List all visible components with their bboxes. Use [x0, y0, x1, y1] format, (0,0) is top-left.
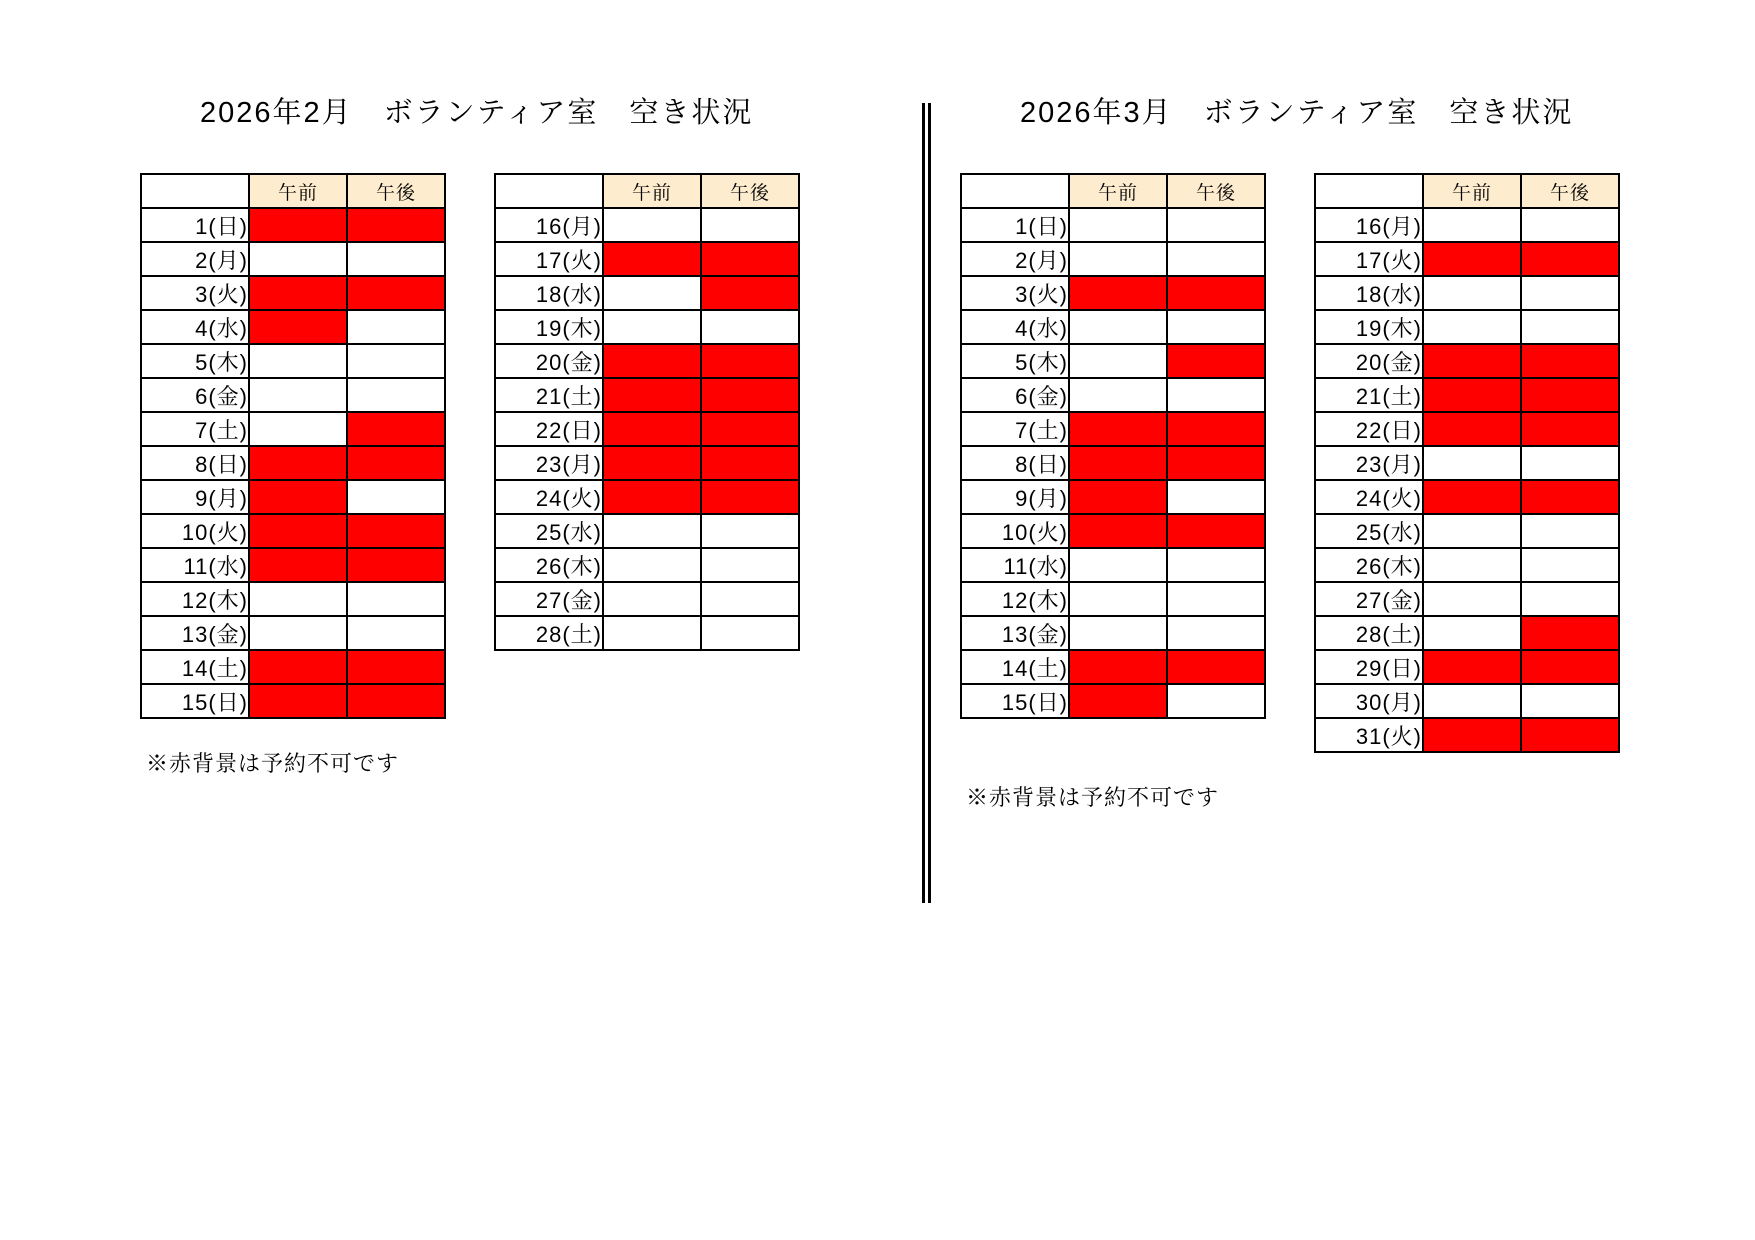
slot-pm-available[interactable]	[1167, 208, 1265, 242]
slot-pm-available[interactable]	[1521, 684, 1619, 718]
slot-am-unavailable[interactable]	[603, 480, 701, 514]
calendar-body-mar-2	[1315, 208, 1619, 752]
table-row	[141, 616, 445, 650]
day-label: 8(日)	[141, 446, 249, 480]
slot-pm-unavailable[interactable]	[701, 344, 799, 378]
day-label: 24(火)	[495, 480, 603, 514]
slot-am-available[interactable]	[1069, 310, 1167, 344]
table-row	[495, 446, 799, 480]
slot-pm-unavailable[interactable]	[701, 378, 799, 412]
slot-am-available[interactable]	[1069, 242, 1167, 276]
table-row	[1315, 378, 1619, 412]
slot-pm-unavailable[interactable]	[347, 446, 445, 480]
slot-pm-available[interactable]	[701, 310, 799, 344]
slot-am-available[interactable]	[603, 582, 701, 616]
slot-am-available[interactable]	[249, 378, 347, 412]
day-label: 10(火)	[961, 514, 1069, 548]
slot-pm-unavailable[interactable]	[347, 514, 445, 548]
slot-am-unavailable[interactable]	[1423, 378, 1521, 412]
calendar-body-feb-1	[141, 208, 445, 718]
slot-pm-unavailable[interactable]	[347, 208, 445, 242]
day-label: 5(木)	[961, 344, 1069, 378]
table-row	[961, 582, 1265, 616]
column-header-am: 午前	[249, 174, 347, 208]
table-row	[1315, 650, 1619, 684]
calendar-body-mar-1	[961, 208, 1265, 718]
day-label: 15(日)	[141, 684, 249, 718]
slot-am-unavailable[interactable]	[1069, 650, 1167, 684]
day-label: 2(月)	[141, 242, 249, 276]
slot-am-unavailable[interactable]	[603, 344, 701, 378]
table-header-row	[961, 174, 1265, 208]
table-row	[961, 514, 1265, 548]
calendar-tables-march	[960, 173, 1620, 753]
table-row	[1315, 548, 1619, 582]
calendar-table-mar-second-half	[1314, 173, 1620, 753]
day-label: 28(土)	[1315, 616, 1423, 650]
calendar-table-feb-first-half	[140, 173, 446, 719]
table-row	[141, 310, 445, 344]
table-row	[1315, 310, 1619, 344]
day-label: 15(日)	[961, 684, 1069, 718]
slot-am-unavailable[interactable]	[1069, 412, 1167, 446]
day-label: 13(金)	[961, 616, 1069, 650]
day-label: 31(火)	[1315, 718, 1423, 752]
day-label: 1(日)	[961, 208, 1069, 242]
day-label: 7(土)	[141, 412, 249, 446]
slot-am-available[interactable]	[1069, 582, 1167, 616]
slot-am-available[interactable]	[1423, 310, 1521, 344]
day-label: 26(木)	[1315, 548, 1423, 582]
slot-pm-unavailable[interactable]	[347, 276, 445, 310]
slot-pm-available[interactable]	[347, 344, 445, 378]
slot-am-unavailable[interactable]	[249, 514, 347, 548]
slot-pm-unavailable[interactable]	[347, 684, 445, 718]
day-label: 16(月)	[495, 208, 603, 242]
table-row	[1315, 242, 1619, 276]
table-row	[1315, 208, 1619, 242]
table-row	[961, 310, 1265, 344]
day-label: 21(土)	[1315, 378, 1423, 412]
slot-am-unavailable[interactable]	[1069, 684, 1167, 718]
page-title-february: 2026年2月 ボランティア室 空き状況	[200, 97, 754, 129]
column-header-pm: 午後	[701, 174, 799, 208]
table-row	[961, 378, 1265, 412]
table-row	[141, 412, 445, 446]
day-label: 3(火)	[141, 276, 249, 310]
slot-am-unavailable[interactable]	[1423, 650, 1521, 684]
table-row	[141, 514, 445, 548]
slot-am-unavailable[interactable]	[249, 480, 347, 514]
day-label: 12(木)	[141, 582, 249, 616]
slot-pm-unavailable[interactable]	[701, 480, 799, 514]
legend-note-february: ※赤背景は予約不可です	[146, 751, 400, 776]
day-label: 12(木)	[961, 582, 1069, 616]
slot-pm-unavailable[interactable]	[1521, 344, 1619, 378]
table-row	[961, 412, 1265, 446]
table-row	[495, 378, 799, 412]
day-label: 23(月)	[1315, 446, 1423, 480]
day-label: 20(金)	[495, 344, 603, 378]
table-header-row	[141, 174, 445, 208]
table-row	[141, 548, 445, 582]
table-row	[141, 242, 445, 276]
slot-pm-unavailable[interactable]	[1167, 446, 1265, 480]
day-label: 14(土)	[961, 650, 1069, 684]
slot-am-available[interactable]	[1069, 616, 1167, 650]
slot-am-unavailable[interactable]	[1069, 446, 1167, 480]
table-corner-cell	[961, 174, 1069, 208]
slot-am-unavailable[interactable]	[1423, 242, 1521, 276]
slot-am-unavailable[interactable]	[249, 276, 347, 310]
slot-pm-available[interactable]	[701, 208, 799, 242]
table-row	[495, 616, 799, 650]
slot-am-available[interactable]	[603, 616, 701, 650]
month-panel-march	[960, 90, 1620, 812]
slot-am-unavailable[interactable]	[1423, 344, 1521, 378]
table-row	[1315, 412, 1619, 446]
slot-pm-unavailable[interactable]	[1521, 480, 1619, 514]
day-label: 4(水)	[961, 310, 1069, 344]
day-label: 5(木)	[141, 344, 249, 378]
table-row	[961, 242, 1265, 276]
day-label: 21(土)	[495, 378, 603, 412]
page-title-march: 2026年3月 ボランティア室 空き状況	[1020, 97, 1574, 129]
slot-am-available[interactable]	[249, 582, 347, 616]
slot-pm-unavailable[interactable]	[1167, 650, 1265, 684]
day-label: 22(日)	[495, 412, 603, 446]
slot-pm-available[interactable]	[1167, 582, 1265, 616]
slot-am-available[interactable]	[1423, 446, 1521, 480]
table-row	[961, 446, 1265, 480]
slot-am-available[interactable]	[1423, 684, 1521, 718]
day-label: 7(土)	[961, 412, 1069, 446]
slot-pm-unavailable[interactable]	[1167, 276, 1265, 310]
day-label: 20(金)	[1315, 344, 1423, 378]
slot-pm-available[interactable]	[1167, 480, 1265, 514]
slot-am-unavailable[interactable]	[249, 446, 347, 480]
slot-pm-available[interactable]	[701, 582, 799, 616]
slot-pm-available[interactable]	[347, 616, 445, 650]
slot-am-available[interactable]	[1423, 616, 1521, 650]
table-row	[141, 684, 445, 718]
slot-am-unavailable[interactable]	[1423, 480, 1521, 514]
day-label: 10(火)	[141, 514, 249, 548]
table-row	[495, 548, 799, 582]
slot-am-available[interactable]	[603, 276, 701, 310]
day-label: 9(月)	[961, 480, 1069, 514]
day-label: 16(月)	[1315, 208, 1423, 242]
slot-pm-available[interactable]	[701, 616, 799, 650]
slot-am-unavailable[interactable]	[603, 378, 701, 412]
day-label: 17(火)	[1315, 242, 1423, 276]
slot-pm-available[interactable]	[1167, 242, 1265, 276]
table-corner-cell	[1315, 174, 1423, 208]
slot-am-unavailable[interactable]	[249, 548, 347, 582]
slot-pm-available[interactable]	[347, 480, 445, 514]
slot-pm-available[interactable]	[701, 548, 799, 582]
page-divider	[922, 103, 931, 903]
calendar-tables-february	[140, 173, 800, 719]
slot-pm-available[interactable]	[1521, 208, 1619, 242]
slot-am-unavailable[interactable]	[249, 310, 347, 344]
slot-am-unavailable[interactable]	[1423, 718, 1521, 752]
slot-pm-unavailable[interactable]	[1521, 412, 1619, 446]
table-row	[495, 208, 799, 242]
table-row	[1315, 582, 1619, 616]
slot-am-available[interactable]	[249, 616, 347, 650]
table-row	[961, 650, 1265, 684]
day-label: 13(金)	[141, 616, 249, 650]
slot-am-unavailable[interactable]	[1069, 480, 1167, 514]
table-row	[1315, 344, 1619, 378]
slot-pm-available[interactable]	[1167, 310, 1265, 344]
slot-pm-unavailable[interactable]	[1521, 378, 1619, 412]
slot-am-unavailable[interactable]	[603, 242, 701, 276]
slot-am-unavailable[interactable]	[603, 446, 701, 480]
slot-pm-unavailable[interactable]	[347, 650, 445, 684]
table-row	[495, 310, 799, 344]
calendar-table-feb-second-half	[494, 173, 800, 651]
day-label: 19(木)	[1315, 310, 1423, 344]
table-row	[495, 242, 799, 276]
table-header-row	[495, 174, 799, 208]
day-label: 22(日)	[1315, 412, 1423, 446]
day-label: 8(日)	[961, 446, 1069, 480]
day-label: 23(月)	[495, 446, 603, 480]
slot-am-available[interactable]	[1423, 514, 1521, 548]
table-row	[961, 480, 1265, 514]
day-label: 6(金)	[141, 378, 249, 412]
slot-pm-unavailable[interactable]	[701, 412, 799, 446]
table-corner-cell	[141, 174, 249, 208]
slot-pm-available[interactable]	[347, 582, 445, 616]
slot-pm-unavailable[interactable]	[1521, 242, 1619, 276]
slot-pm-available[interactable]	[1521, 276, 1619, 310]
day-label: 11(水)	[141, 548, 249, 582]
slot-pm-unavailable[interactable]	[701, 242, 799, 276]
day-label: 26(木)	[495, 548, 603, 582]
day-label: 25(水)	[495, 514, 603, 548]
slot-am-available[interactable]	[249, 344, 347, 378]
slot-pm-available[interactable]	[1521, 310, 1619, 344]
day-label: 28(土)	[495, 616, 603, 650]
slot-pm-unavailable[interactable]	[1521, 718, 1619, 752]
table-row	[141, 378, 445, 412]
slot-am-available[interactable]	[1423, 548, 1521, 582]
table-row	[1315, 480, 1619, 514]
slot-am-unavailable[interactable]	[249, 650, 347, 684]
table-row	[495, 344, 799, 378]
slot-pm-available[interactable]	[1167, 548, 1265, 582]
day-label: 19(木)	[495, 310, 603, 344]
column-header-pm: 午後	[1521, 174, 1619, 208]
slot-pm-unavailable[interactable]	[701, 276, 799, 310]
slot-pm-available[interactable]	[347, 242, 445, 276]
day-label: 6(金)	[961, 378, 1069, 412]
slot-am-available[interactable]	[603, 310, 701, 344]
day-label: 1(日)	[141, 208, 249, 242]
slot-pm-available[interactable]	[1521, 548, 1619, 582]
table-row	[495, 582, 799, 616]
table-row	[1315, 616, 1619, 650]
month-panel-february	[140, 90, 800, 778]
table-row	[1315, 514, 1619, 548]
day-label: 18(水)	[495, 276, 603, 310]
table-row	[495, 276, 799, 310]
slot-pm-unavailable[interactable]	[1167, 412, 1265, 446]
slot-am-available[interactable]	[603, 514, 701, 548]
slot-am-available[interactable]	[603, 548, 701, 582]
slot-pm-unavailable[interactable]	[1167, 344, 1265, 378]
table-row	[1315, 718, 1619, 752]
table-row	[961, 344, 1265, 378]
slot-pm-available[interactable]	[1521, 514, 1619, 548]
day-label: 29(日)	[1315, 650, 1423, 684]
table-row	[495, 412, 799, 446]
day-label: 14(土)	[141, 650, 249, 684]
table-corner-cell	[495, 174, 603, 208]
table-row	[961, 616, 1265, 650]
slot-am-available[interactable]	[1423, 582, 1521, 616]
day-label: 24(火)	[1315, 480, 1423, 514]
slot-am-available[interactable]	[1069, 378, 1167, 412]
table-row	[961, 548, 1265, 582]
table-row	[1315, 276, 1619, 310]
slot-pm-available[interactable]	[1521, 446, 1619, 480]
slot-am-available[interactable]	[603, 208, 701, 242]
slot-pm-available[interactable]	[347, 310, 445, 344]
day-label: 3(火)	[961, 276, 1069, 310]
day-label: 30(月)	[1315, 684, 1423, 718]
slot-am-available[interactable]	[1423, 276, 1521, 310]
slot-am-unavailable[interactable]	[1069, 276, 1167, 310]
calendar-body-feb-2	[495, 208, 799, 650]
slot-pm-available[interactable]	[347, 378, 445, 412]
table-row	[1315, 684, 1619, 718]
slot-pm-available[interactable]	[1167, 378, 1265, 412]
day-label: 27(金)	[495, 582, 603, 616]
day-label: 2(月)	[961, 242, 1069, 276]
slot-am-available[interactable]	[1069, 208, 1167, 242]
slot-am-unavailable[interactable]	[249, 684, 347, 718]
day-label: 11(水)	[961, 548, 1069, 582]
table-row	[961, 684, 1265, 718]
slot-am-available[interactable]	[249, 412, 347, 446]
table-row	[495, 480, 799, 514]
day-label: 9(月)	[141, 480, 249, 514]
day-label: 25(水)	[1315, 514, 1423, 548]
table-row	[1315, 446, 1619, 480]
slot-pm-unavailable[interactable]	[701, 446, 799, 480]
table-row	[141, 446, 445, 480]
table-row	[141, 582, 445, 616]
table-header-row	[1315, 174, 1619, 208]
slot-pm-available[interactable]	[701, 514, 799, 548]
column-header-pm: 午後	[1167, 174, 1265, 208]
calendar-table-mar-first-half	[960, 173, 1266, 719]
slot-pm-available[interactable]	[1167, 684, 1265, 718]
day-label: 18(水)	[1315, 276, 1423, 310]
slot-am-unavailable[interactable]	[603, 412, 701, 446]
table-row	[141, 344, 445, 378]
slot-pm-available[interactable]	[1521, 582, 1619, 616]
table-row	[961, 208, 1265, 242]
slot-am-unavailable[interactable]	[249, 208, 347, 242]
slot-am-unavailable[interactable]	[1069, 514, 1167, 548]
slot-pm-unavailable[interactable]	[347, 548, 445, 582]
slot-am-available[interactable]	[1069, 344, 1167, 378]
table-row	[141, 650, 445, 684]
day-label: 17(火)	[495, 242, 603, 276]
slot-pm-available[interactable]	[1167, 616, 1265, 650]
column-header-am: 午前	[1423, 174, 1521, 208]
slot-pm-unavailable[interactable]	[347, 412, 445, 446]
table-row	[141, 208, 445, 242]
column-header-pm: 午後	[347, 174, 445, 208]
day-label: 27(金)	[1315, 582, 1423, 616]
table-row	[141, 276, 445, 310]
slot-am-available[interactable]	[1423, 208, 1521, 242]
slot-pm-unavailable[interactable]	[1167, 514, 1265, 548]
table-row	[961, 276, 1265, 310]
slot-am-available[interactable]	[1069, 548, 1167, 582]
slot-pm-unavailable[interactable]	[1521, 616, 1619, 650]
slot-pm-unavailable[interactable]	[1521, 650, 1619, 684]
slot-am-unavailable[interactable]	[1423, 412, 1521, 446]
legend-note-march: ※赤背景は予約不可です	[966, 785, 1220, 810]
slot-am-available[interactable]	[249, 242, 347, 276]
table-row	[141, 480, 445, 514]
column-header-am: 午前	[603, 174, 701, 208]
table-row	[495, 514, 799, 548]
day-label: 4(水)	[141, 310, 249, 344]
column-header-am: 午前	[1069, 174, 1167, 208]
